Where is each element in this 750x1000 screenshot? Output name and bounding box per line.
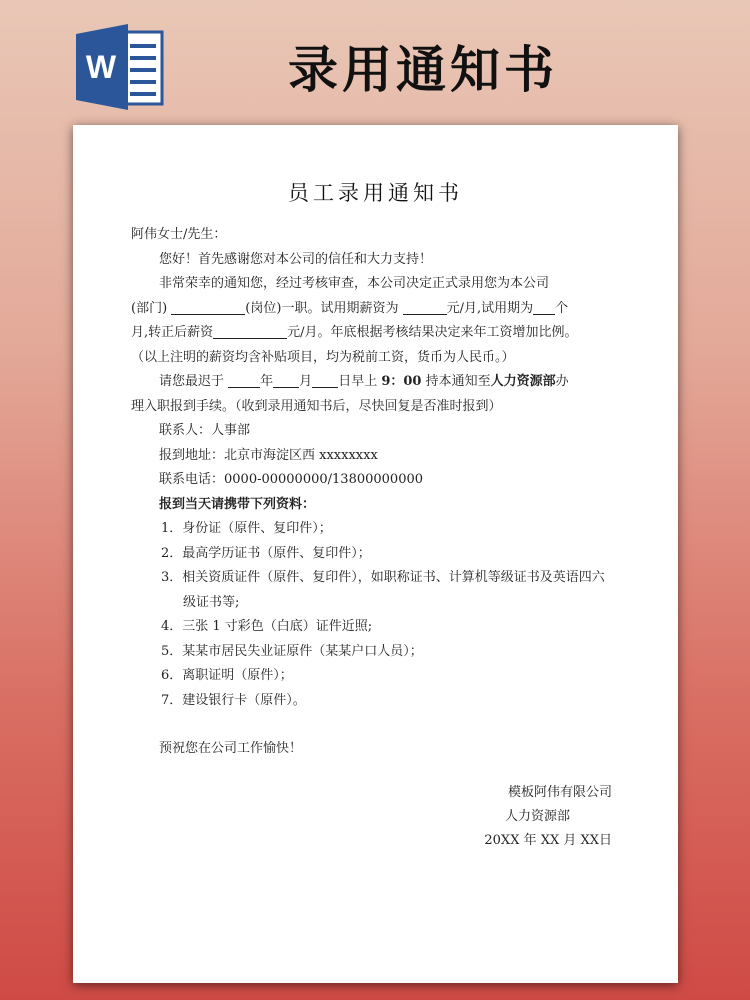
list-item: 7．建设银行卡（原件）。	[161, 692, 306, 708]
month-blank	[273, 372, 299, 388]
document-title: 员工录用通知书	[288, 181, 463, 205]
closing-wish: 预祝您在公司工作愉快！	[159, 741, 303, 756]
list-item: 1．身份证（原件、复印件）；	[161, 521, 332, 536]
list-item: 6．离职证明（原件）；	[161, 668, 293, 683]
paragraph-report: 请您最迟于 年 月 日早上 9：00 持本通知至人力资源部办	[159, 374, 569, 389]
paragraph-report-line2: 理入职报到手续。（收到录用通知书后，尽快回复是否准时报到）	[131, 398, 502, 414]
paragraph-thanks: 您好！首先感谢您对本公司的信任和大力支持！	[159, 251, 433, 267]
day-blank	[312, 372, 338, 388]
list-item: 5．某某市居民失业证原件（某某户口人员）；	[161, 643, 423, 659]
document-body	[131, 223, 615, 762]
department-name: 人力资源部	[505, 809, 571, 824]
contact-phone: 联系电话：0000-00000000/13800000000	[159, 472, 424, 487]
paragraph-offer-line3: 月,转正后薪资 元/月。年底根据考核结果决定来年工资增加比例。	[131, 325, 578, 340]
list-item: 2．最高学历证书（原件、复印件）；	[161, 545, 371, 561]
svg-text:W: W	[85, 49, 117, 85]
page-title: 录用通知书	[288, 41, 558, 99]
greeting: 阿伟女士/先生：	[131, 227, 227, 242]
list-item: 3．相关资质证件（原件、复印件），如职称证书、计算机等级证书及英语四六级证书等;	[161, 570, 605, 610]
company-name: 模板阿伟有限公司	[507, 785, 612, 800]
materials-heading: 报到当天请携带下列资料：	[159, 496, 316, 512]
probation-blank	[533, 299, 555, 315]
word-icon	[74, 24, 166, 110]
paragraph-note: （以上注明的薪资均含补贴项目，均为税前工资，货币为人民币。）	[131, 349, 515, 365]
dept-blank	[171, 299, 245, 315]
year-blank	[228, 372, 260, 388]
paragraph-offer: 非常荣幸的通知您，经过考核审查，本公司决定正式录用您为本公司	[159, 276, 550, 291]
issue-date: 20XX 年 XX 月 XX日	[484, 833, 612, 848]
salary-blank	[403, 299, 447, 315]
contact-person: 联系人：人事部	[159, 423, 251, 438]
paragraph-offer-line2: (部门) (岗位)一职。试用期薪资为 元/月,试用期为 个	[131, 300, 569, 316]
report-address: 报到地址：北京市海淀区西 xxxxxxxx	[159, 447, 378, 463]
document-page	[73, 125, 678, 983]
list-item: 4．三张 1 寸彩色（白底）证件近照;	[161, 619, 373, 634]
regular-salary-blank	[213, 323, 287, 339]
